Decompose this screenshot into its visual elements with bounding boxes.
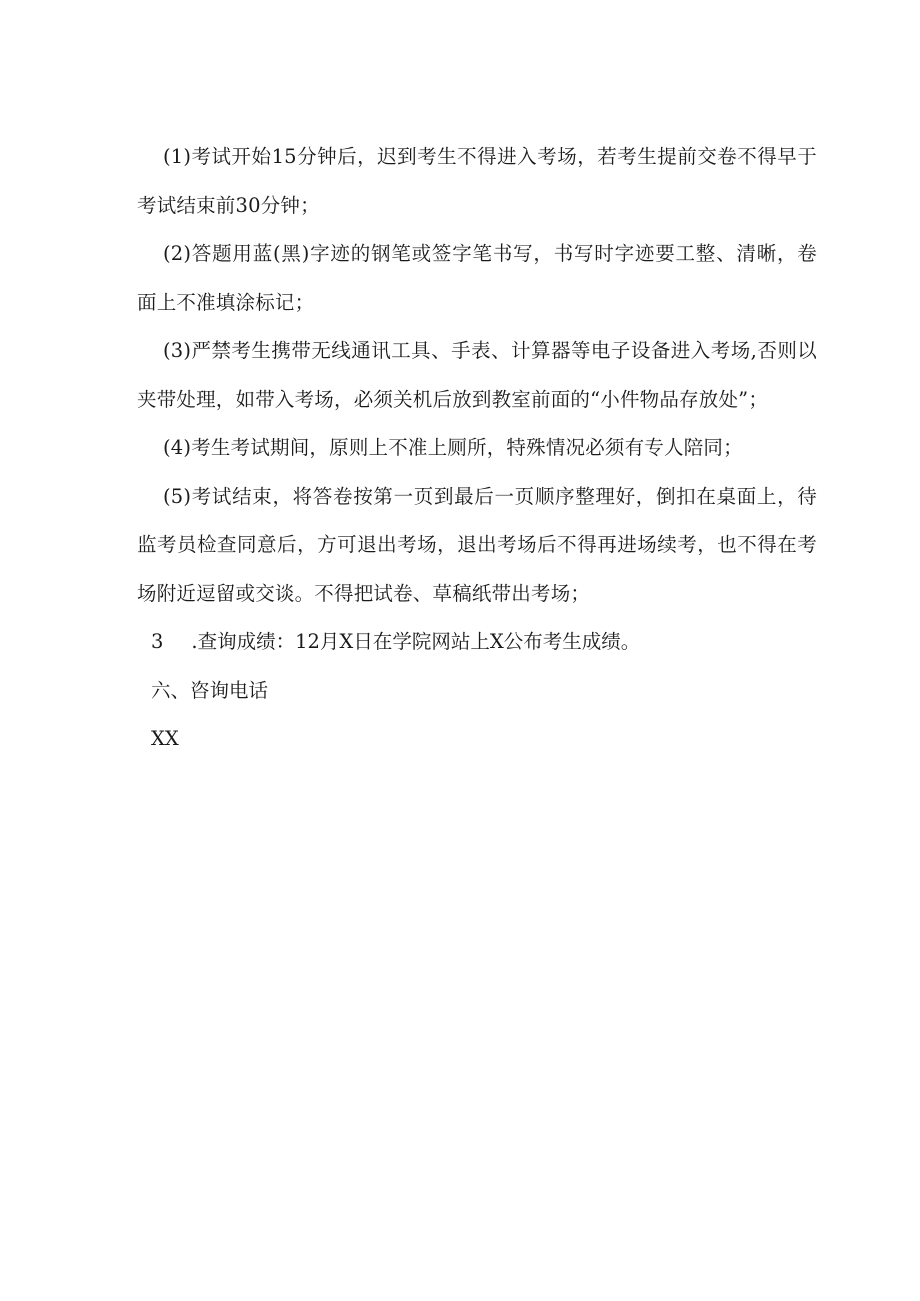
rule-item-3: (3)严禁考生携带无线通讯工具、手表、计算器等电子设备进入考场,否则以夹带处理，如带入考场，必须关机后放到教室前面的“小件物品存放处”； <box>137 339 817 411</box>
document-body <box>137 133 817 764</box>
section-heading: 六、咨询电话 <box>151 678 269 702</box>
rule-item-4: (4)考生考试期间，原则上不准上厕所，特殊情况必须有专人陪同； <box>163 436 743 459</box>
rule-item-5: (5)考试结束，将答卷按第一页到最后一页顺序整理好，倒扣在桌面上，待监考员检查同意后，方可退出考场，退出考场后不得再进场续考，也不得在考场附近逗留或交谈。不得把试卷、草稿纸带出考场； <box>137 484 817 605</box>
query-number: 3 <box>151 630 164 653</box>
contact-value: XX <box>151 727 179 750</box>
query-text: .查询成绩：12月X日在学院网站上X公布考生成绩。 <box>191 630 641 653</box>
rule-item-2: (2)答题用蓝(黑)字迹的钢笔或签字笔书写，书写时字迹要工整、清晰，卷面上不准填涂标记； <box>137 242 817 314</box>
query-line <box>137 618 817 667</box>
rule-item-1: (1)考试开始15分钟后，迟到考生不得进入考场，若考生提前交卷不得早于考试结束前30分钟； <box>137 145 817 217</box>
